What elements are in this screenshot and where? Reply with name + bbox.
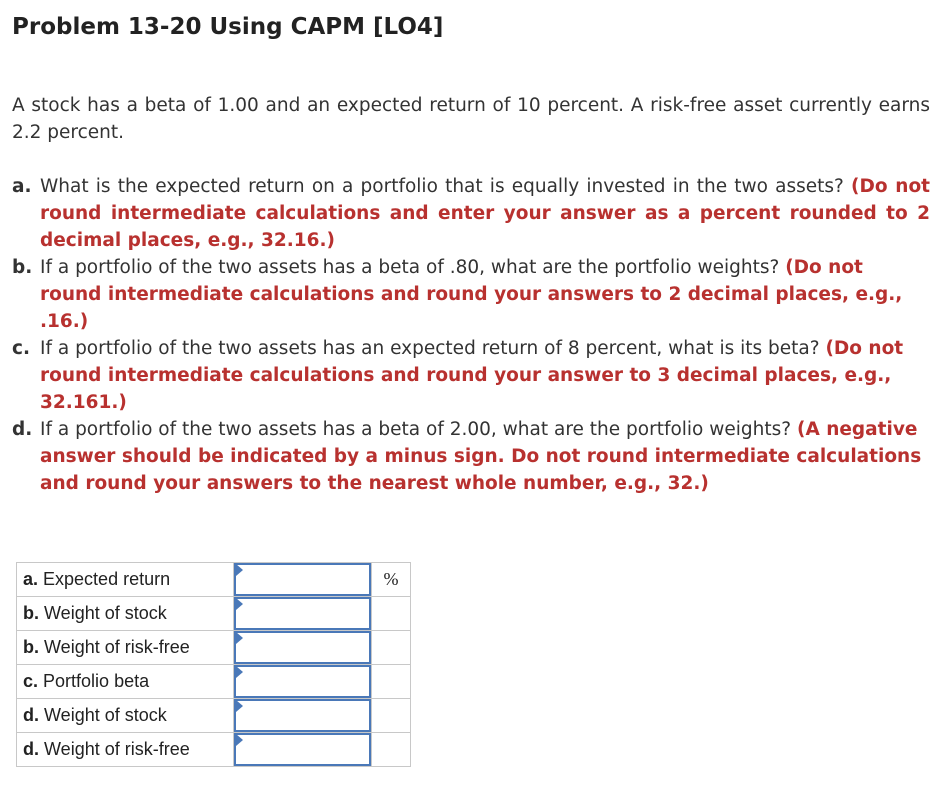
answer-row-b-weight-risk-free	[17, 631, 411, 665]
d-weight-of-stock-input[interactable]	[234, 699, 371, 732]
answer-row-label	[17, 665, 234, 699]
row-label-text: Weight of stock	[44, 603, 167, 623]
unit-label	[372, 597, 411, 631]
portfolio-beta-input[interactable]	[234, 665, 371, 698]
answer-row-expected-return	[17, 563, 411, 597]
row-label-text: Portfolio beta	[43, 671, 150, 691]
answer-row-label	[17, 597, 234, 631]
question-part-b	[12, 254, 930, 335]
question-parts	[12, 173, 930, 497]
b-weight-of-risk-free-input[interactable]	[234, 631, 371, 664]
part-letter: a.	[12, 176, 32, 197]
row-letter: b.	[23, 603, 39, 623]
part-instruction: (Do not round intermediate calculations and enter your answer as a percent rounded to 2 decimal places, e.g., 32.16.)	[40, 176, 931, 251]
row-letter: c.	[23, 671, 39, 691]
question-part-a	[12, 173, 930, 254]
part-question: If a portfolio of the two assets has a beta of .80, what are the portfolio weights?	[40, 257, 780, 278]
d-weight-of-risk-free-input[interactable]	[234, 733, 371, 766]
answer-input-cell	[234, 563, 372, 597]
unit-label	[372, 699, 411, 733]
part-question: If a portfolio of the two assets has a beta of 2.00, what are the portfolio weights?	[40, 419, 792, 440]
answer-input-cell	[234, 597, 372, 631]
b-weight-of-stock-input[interactable]	[234, 597, 371, 630]
part-letter: b.	[12, 257, 33, 278]
question-part-c	[12, 335, 930, 416]
answer-row-portfolio-beta	[17, 665, 411, 699]
unit-label: %	[372, 563, 411, 597]
row-label-text: Weight of risk-free	[44, 637, 190, 657]
row-label-text: Weight of stock	[44, 705, 167, 725]
unit-label	[372, 631, 411, 665]
row-letter: d.	[23, 739, 39, 759]
row-letter: a.	[23, 569, 39, 589]
question-part-d	[12, 416, 930, 497]
answer-row-d-weight-risk-free	[17, 733, 411, 767]
answer-row-d-weight-stock	[17, 699, 411, 733]
answer-row-label	[17, 563, 234, 597]
answer-input-cell	[234, 631, 372, 665]
answer-input-cell	[234, 665, 372, 699]
expected-return-input[interactable]	[234, 563, 371, 596]
answer-table	[16, 562, 411, 767]
problem-intro: A stock has a beta of 1.00 and an expected return of 10 percent. A risk-free asset currently earns 2.2 percent.	[12, 95, 930, 143]
part-letter: d.	[12, 419, 33, 440]
row-label-text: Expected return	[43, 569, 171, 589]
part-question: If a portfolio of the two assets has an expected return of 8 percent, what is its beta?	[40, 338, 820, 359]
answer-row-label	[17, 699, 234, 733]
problem-title: Problem 13-20 Using CAPM [LO4]	[12, 14, 444, 40]
part-instruction: (Do not round intermediate calculations and round your answer to 3 decimal places, e.g., 32.161.)	[40, 338, 904, 413]
part-question: What is the expected return on a portfolio that is equally invested in the two assets?	[40, 176, 844, 197]
answer-input-cell	[234, 733, 372, 767]
part-letter: c.	[12, 338, 30, 359]
part-instruction: (A negative answer should be indicated by a minus sign. Do not round intermediate calculations and round your answers to the nearest whole number, e.g., 32.)	[40, 419, 922, 494]
row-label-text: Weight of risk-free	[44, 739, 190, 759]
unit-label	[372, 665, 411, 699]
row-letter: d.	[23, 705, 39, 725]
unit-label	[372, 733, 411, 767]
answer-row-label	[17, 631, 234, 665]
row-letter: b.	[23, 637, 39, 657]
answer-input-cell	[234, 699, 372, 733]
answer-row-label	[17, 733, 234, 767]
part-instruction: (Do not round intermediate calculations and round your answers to 2 decimal places, e.g., .16.)	[40, 257, 903, 332]
answer-row-b-weight-stock	[17, 597, 411, 631]
